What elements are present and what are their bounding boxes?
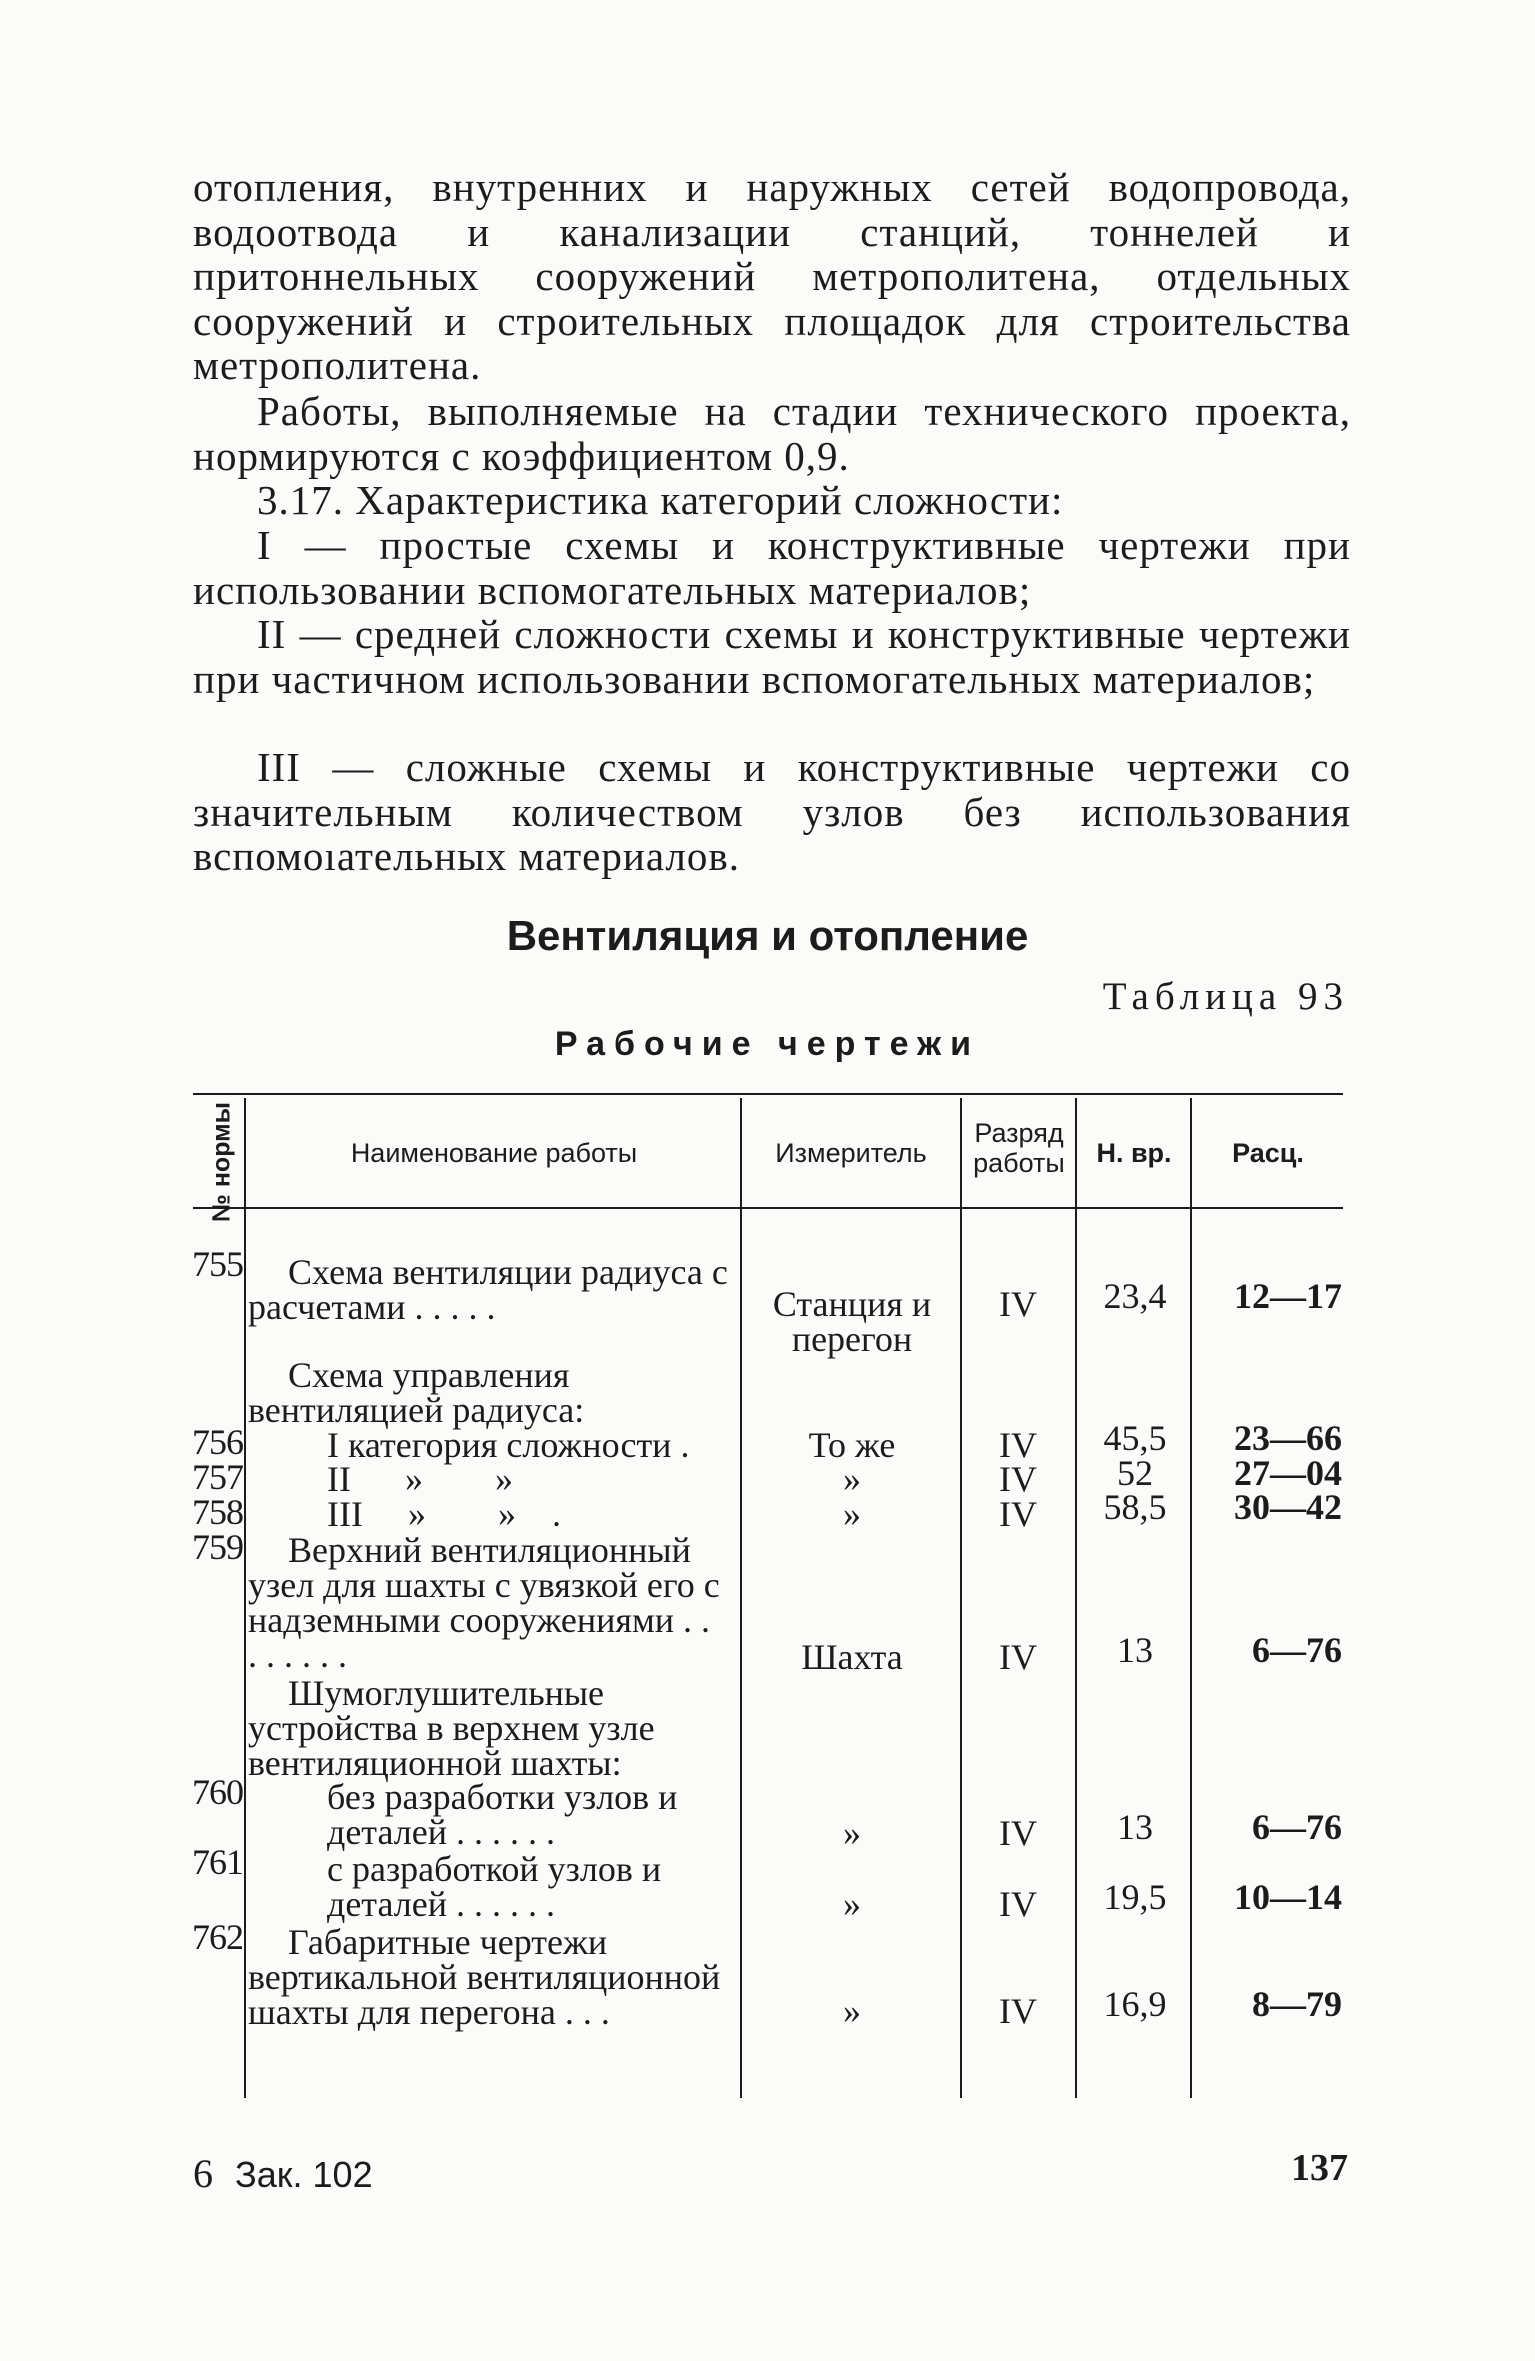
row-measure: » — [843, 1494, 861, 1534]
paragraph-tech-project: Работы, выполняемые на стадии технического проекта, нормируются с коэффициентом 0,9. — [193, 388, 1351, 479]
row-measure: Станция и перегон — [772, 1284, 932, 1359]
row-hours: 16,9 — [1103, 1984, 1167, 2024]
paragraph-continuation: отопления, внутренних и наружных сетей водопровода, водоотвода и канализации станций, тоннелей и притоннельных сооружений метрополитена, отдельных сооружений и строительных площадок для строительства метрополитена. — [193, 164, 1351, 388]
header-hours: Н. вр. — [1096, 1138, 1172, 1168]
column-divider-hours — [1190, 1098, 1192, 2098]
row-grade: IV — [999, 1637, 1037, 1677]
column-divider-grade — [1075, 1098, 1077, 2098]
paragraph-complexity-heading: 3.17. Характеристика категорий сложности: — [257, 477, 1064, 523]
row-hours: 45,5 — [1103, 1418, 1167, 1458]
row-number: 762 — [192, 1917, 243, 1957]
row-grade: IV — [999, 1884, 1037, 1924]
row-hours: 13 — [1117, 1807, 1153, 1847]
row-grade: IV — [999, 1459, 1037, 1499]
column-divider-name — [740, 1098, 742, 2098]
column-divider-measure — [960, 1098, 962, 2098]
row-name: III » » . — [327, 1494, 561, 1534]
row-price: 10—14 — [1234, 1877, 1342, 1917]
row-hours: 58,5 — [1103, 1487, 1167, 1527]
row-hours: 19,5 — [1103, 1877, 1167, 1917]
order-text: Зак. 102 — [235, 2154, 373, 2195]
row-number: 761 — [192, 1842, 243, 1882]
section-title: Вентиляция и отопление — [506, 912, 1029, 959]
table-caption: Рабочие чертежи — [554, 1025, 981, 1063]
row-price: 12—17 — [1234, 1276, 1342, 1316]
table-top-rule — [193, 1093, 1343, 1095]
row-name: Габаритные чертежи вертикальной вентиляционной шахты для перегона . . . — [248, 1922, 721, 2032]
column-divider-number — [244, 1098, 246, 2098]
row-number: 760 — [192, 1772, 243, 1812]
row-name: с разработкой узлов и деталей . . . . . . — [327, 1849, 662, 1924]
row-measure: » — [843, 1459, 861, 1499]
row-number: 758 — [192, 1492, 243, 1532]
row-number: 755 — [192, 1244, 243, 1284]
row-price: 23—66 — [1234, 1418, 1342, 1458]
header-measure: Измеритель — [775, 1138, 927, 1168]
row-price: 8—79 — [1252, 1984, 1342, 2024]
table-header-rule — [193, 1207, 1343, 1209]
row-measure: То же — [808, 1425, 896, 1465]
row-name: Схема вентиляции радиуса с расчетами . . . . . — [248, 1252, 728, 1327]
row-number: 757 — [192, 1457, 243, 1497]
paragraph-category-1: I — простые схемы и конструктивные чертежи при использовании вспомогательных материалов; — [193, 522, 1351, 613]
header-name: Наименование работы — [350, 1138, 638, 1168]
group-heading: Схема управления вентиляцией радиуса: — [248, 1355, 585, 1430]
page-number: 137 — [1291, 2147, 1348, 2189]
row-measure: » — [843, 1991, 861, 2031]
signature-number: 6 — [193, 2151, 213, 2196]
row-measure: Шахта — [801, 1637, 903, 1677]
row-price: 6—76 — [1252, 1630, 1342, 1670]
paragraph-category-2: II — средней сложности схемы и конструктивные чертежи при частичном использовании вспомогательных материалов; — [193, 611, 1351, 702]
row-price: 6—76 — [1252, 1807, 1342, 1847]
row-grade: IV — [999, 1991, 1037, 2031]
row-name: Верхний вентиляционный узел для шахты с увязкой его с надземными сооружениями . . . . . . . . — [248, 1530, 720, 1675]
row-price: 30—42 — [1234, 1487, 1342, 1527]
header-grade: Разряд работы — [973, 1118, 1065, 1178]
row-grade: IV — [999, 1813, 1037, 1853]
table-number: Таблица 93 — [1102, 975, 1349, 1018]
row-hours: 23,4 — [1103, 1276, 1167, 1316]
row-number: 756 — [192, 1422, 243, 1462]
row-grade: IV — [999, 1494, 1037, 1534]
row-name: без разработки узлов и деталей . . . . . . — [327, 1777, 678, 1852]
print-order-note — [193, 2150, 373, 2197]
header-number: № нормы — [207, 1102, 236, 1222]
row-grade: IV — [999, 1425, 1037, 1465]
group-heading: Шумоглушительные устройства в верхнем узле вентиляционной шахты: — [248, 1673, 655, 1783]
row-number: 759 — [192, 1527, 243, 1567]
header-price: Расц. — [1232, 1138, 1304, 1168]
row-grade: IV — [999, 1284, 1037, 1324]
row-hours: 52 — [1117, 1453, 1153, 1493]
row-hours: 13 — [1117, 1630, 1153, 1670]
row-name: II » » — [327, 1459, 513, 1499]
row-measure: » — [843, 1884, 861, 1924]
row-measure: » — [843, 1813, 861, 1853]
paragraph-category-3: III — сложные схемы и конструктивные чертежи со значительным количеством узлов без использования вспомоıательных материалов. — [193, 744, 1351, 879]
row-name: I категория сложности . — [327, 1425, 690, 1465]
row-price: 27—04 — [1234, 1453, 1342, 1493]
